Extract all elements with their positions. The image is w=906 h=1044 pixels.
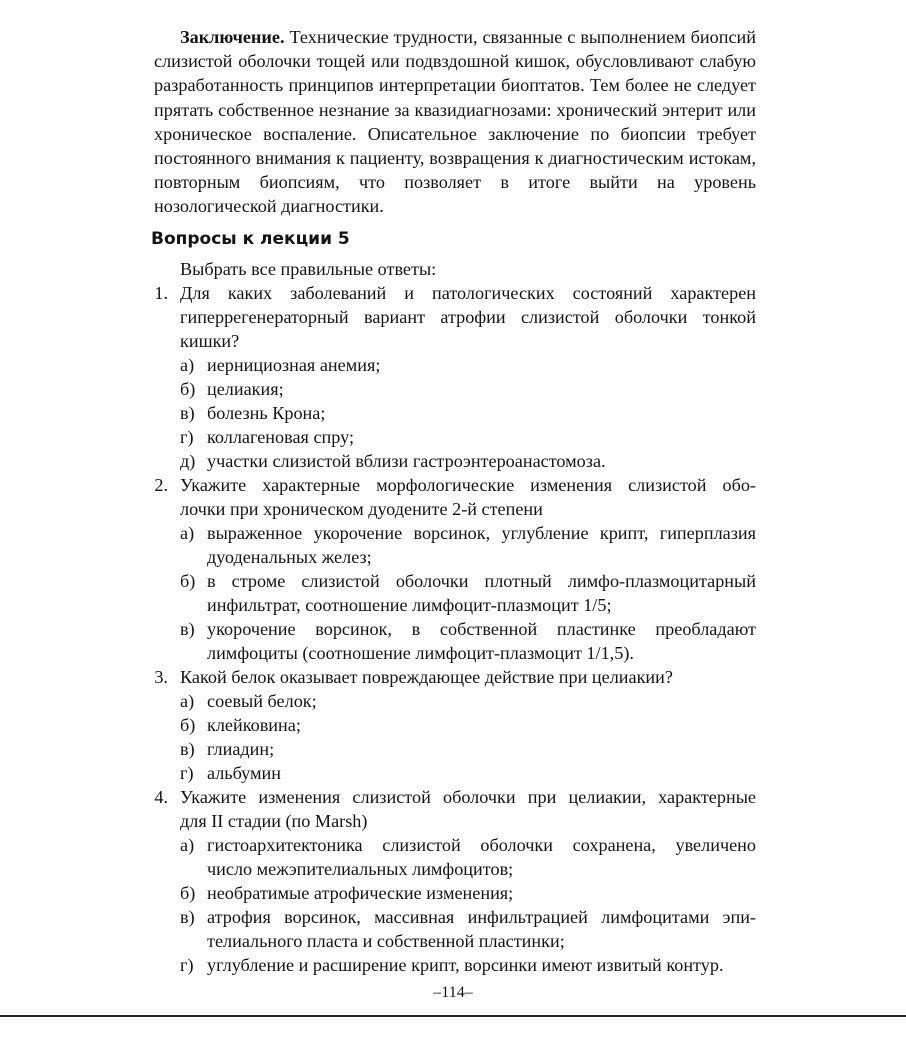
option-label: г) bbox=[180, 427, 194, 447]
option-text: в строме слизистой оболочки плотный лимфо-плазмоцитарный bbox=[207, 571, 756, 591]
option-label: б) bbox=[180, 883, 196, 903]
section-heading: Вопросы к лекции 5 bbox=[151, 229, 350, 249]
question-text-line: для II стадии (по Marsh) bbox=[180, 811, 368, 831]
option-text: атрофия ворсинок, массивная инфильтрацией лимфоцитами эпи- bbox=[207, 907, 756, 927]
option-text: клейковина; bbox=[207, 715, 301, 735]
option-text: число межэпителиальных лимфоцитов; bbox=[207, 859, 514, 879]
question-text-line: Для каких заболеваний и патологических состояний характерен bbox=[180, 283, 756, 303]
conclusion-label: Заключение. bbox=[180, 27, 285, 47]
option-label: а) bbox=[180, 355, 195, 375]
question-number: 1. bbox=[154, 283, 168, 303]
option-text: целиакия; bbox=[207, 379, 284, 399]
option-text: иернициозная анемия; bbox=[207, 355, 381, 375]
question-text-line: кишки? bbox=[180, 331, 240, 351]
option-label: б) bbox=[180, 715, 196, 735]
option-text: лимфоциты (соотношение лимфоцит-плазмоцит 1/1,5). bbox=[207, 643, 634, 663]
option-label: а) bbox=[180, 835, 195, 855]
option-label: а) bbox=[180, 691, 195, 711]
option-label: в) bbox=[180, 619, 195, 639]
option-text: глиадин; bbox=[207, 739, 275, 759]
question-text-line: Укажите изменения слизистой оболочки при целиакии, характерные bbox=[180, 787, 756, 807]
option-text: дуоденальных желез; bbox=[207, 547, 372, 567]
option-label: г) bbox=[180, 763, 194, 783]
option-text: необратимые атрофические изменения; bbox=[207, 883, 514, 903]
option-text: телиального пласта и собственной пластинки; bbox=[207, 931, 565, 951]
question-number: 4. bbox=[154, 787, 168, 807]
option-text: болезнь Крона; bbox=[207, 403, 326, 423]
option-label: в) bbox=[180, 403, 195, 423]
conclusion-text: Технические трудности, связанные с выполнением биопсий слизистой оболочки тощей или подвздошной кишок, обусловливают слабую разработанность принципов интерпретации биоптатов. Тем более не следует прятать собственное незнание за квазидиагнозами: хронический энтерит или хроническое воспаление. Описательное заключение по биопсии требует постоянного внимания к пациенту, возвращения к диагностическим истокам, повторным биопсиям, что позволяет в итоге выйти на уровень нозологической диагностики. bbox=[154, 27, 756, 217]
question-number: 3. bbox=[154, 667, 168, 687]
conclusion-paragraph bbox=[154, 25, 756, 219]
question-text-line: Укажите характерные морфологические изменения слизистой обо- bbox=[180, 475, 756, 495]
option-text: гистоархитектоника слизистой оболочки сохранена, увеличено bbox=[207, 835, 756, 855]
option-label: б) bbox=[180, 571, 196, 591]
option-text: участки слизистой вблизи гастроэнтероанастомоза. bbox=[207, 451, 606, 471]
bottom-rule bbox=[0, 1015, 906, 1017]
instruction-text: Выбрать все правильные ответы: bbox=[180, 259, 437, 279]
option-label: г) bbox=[180, 955, 194, 975]
question-number: 2. bbox=[154, 475, 168, 495]
option-text: выраженное укорочение ворсинок, углубление крипт, гиперплазия bbox=[207, 523, 756, 543]
option-text: укорочение ворсинок, в собственной пластинке преобладают bbox=[207, 619, 756, 639]
option-text: альбумин bbox=[207, 763, 281, 783]
option-label: д) bbox=[180, 451, 196, 471]
option-text: инфильтрат, соотношение лимфоцит-плазмоцит 1/5; bbox=[207, 595, 612, 615]
page-number: –114– bbox=[433, 984, 473, 1001]
option-text: соевый белок; bbox=[207, 691, 317, 711]
question-text-line: лочки при хроническом дуодените 2-й степени bbox=[180, 499, 543, 519]
option-text: углубление и расширение крипт, ворсинки имеют извитый контур. bbox=[207, 955, 724, 975]
question-text-line: гиперрегенераторный вариант атрофии слизистой оболочки тонкой bbox=[180, 307, 756, 327]
option-text: коллагеновая спру; bbox=[207, 427, 355, 447]
option-label: в) bbox=[180, 907, 195, 927]
question-text-line: Какой белок оказывает повреждающее действие при целиакии? bbox=[180, 667, 673, 687]
option-label: б) bbox=[180, 379, 196, 399]
option-label: а) bbox=[180, 523, 195, 543]
option-label: в) bbox=[180, 739, 195, 759]
